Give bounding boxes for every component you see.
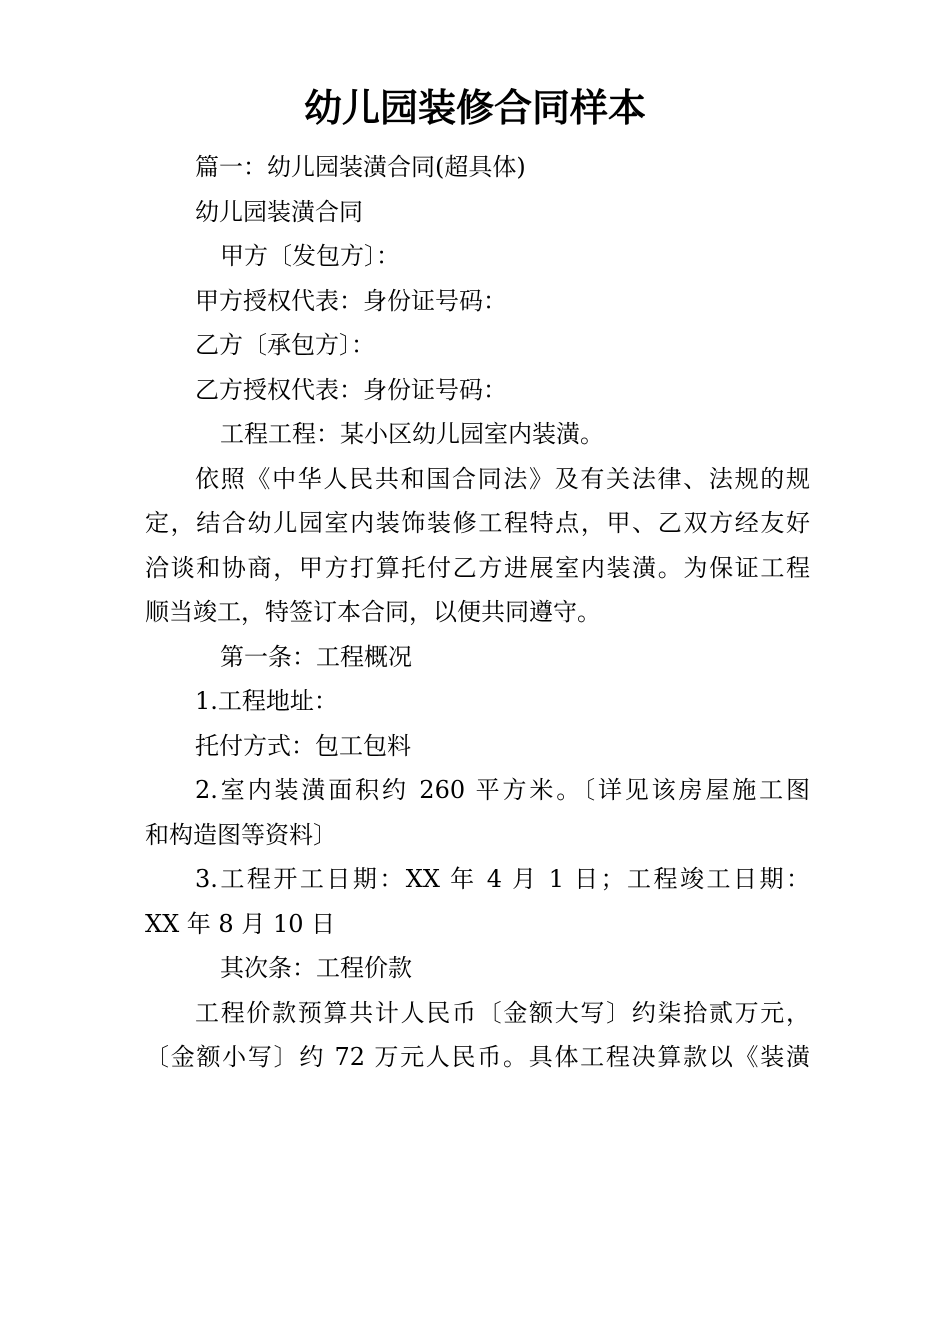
clause-line: 3.工程开工日期：XX 年 4 月 1 日；工程竣工日期： bbox=[195, 865, 810, 893]
paragraph-line: 依照《中华人民共和国合同法》及有关法律、法规的规 bbox=[195, 464, 810, 493]
paragraph-line: 洽谈和协商，甲方打算托付乙方进展室内装潢。为保证工程 bbox=[145, 553, 810, 582]
paragraph-line: 定，结合幼儿园室内装饰装修工程特点，甲、乙双方经友好 bbox=[145, 509, 810, 537]
clause-line: 和构造图等资料〕 bbox=[145, 820, 337, 849]
document-title: 幼儿园装修合同样本 bbox=[303, 86, 646, 130]
article-heading: 第一条：工程概况 bbox=[220, 642, 412, 671]
party-a-line: 甲方〔发包方〕： bbox=[220, 242, 400, 270]
paragraph-line: 顺当竣工，特签订本合同，以便共同遵守。 bbox=[145, 598, 601, 626]
clause-line: 1.工程地址： bbox=[195, 687, 338, 715]
paragraph-line: 〔金额小写〕约 72 万元人民币。具体工程决算款以《装潢 bbox=[145, 1043, 810, 1071]
party-a-rep-line: 甲方授权代表：身份证号码： bbox=[195, 286, 507, 315]
clause-line: 托付方式：包工包料 bbox=[195, 731, 411, 760]
party-b-line: 乙方〔承包方〕： bbox=[195, 331, 375, 359]
section-heading: 篇一：幼儿园装潢合同(超具体) bbox=[195, 153, 526, 181]
clause-line: 2.室内装潢面积约 260 平方米。〔详见该房屋施工图 bbox=[195, 776, 810, 804]
party-b-rep-line: 乙方授权代表：身份证号码： bbox=[195, 375, 507, 404]
project-line: 工程工程：某小区幼儿园室内装潢。 bbox=[220, 420, 604, 448]
document-body bbox=[145, 145, 810, 1080]
paragraph-line: 工程价款预算共计人民币〔金额大写〕约柒拾贰万元， bbox=[195, 998, 810, 1027]
article-heading: 其次条：工程价款 bbox=[220, 954, 412, 982]
clause-line: XX 年 8 月 10 日 bbox=[145, 909, 336, 938]
contract-name: 幼儿园装潢合同 bbox=[195, 197, 363, 226]
